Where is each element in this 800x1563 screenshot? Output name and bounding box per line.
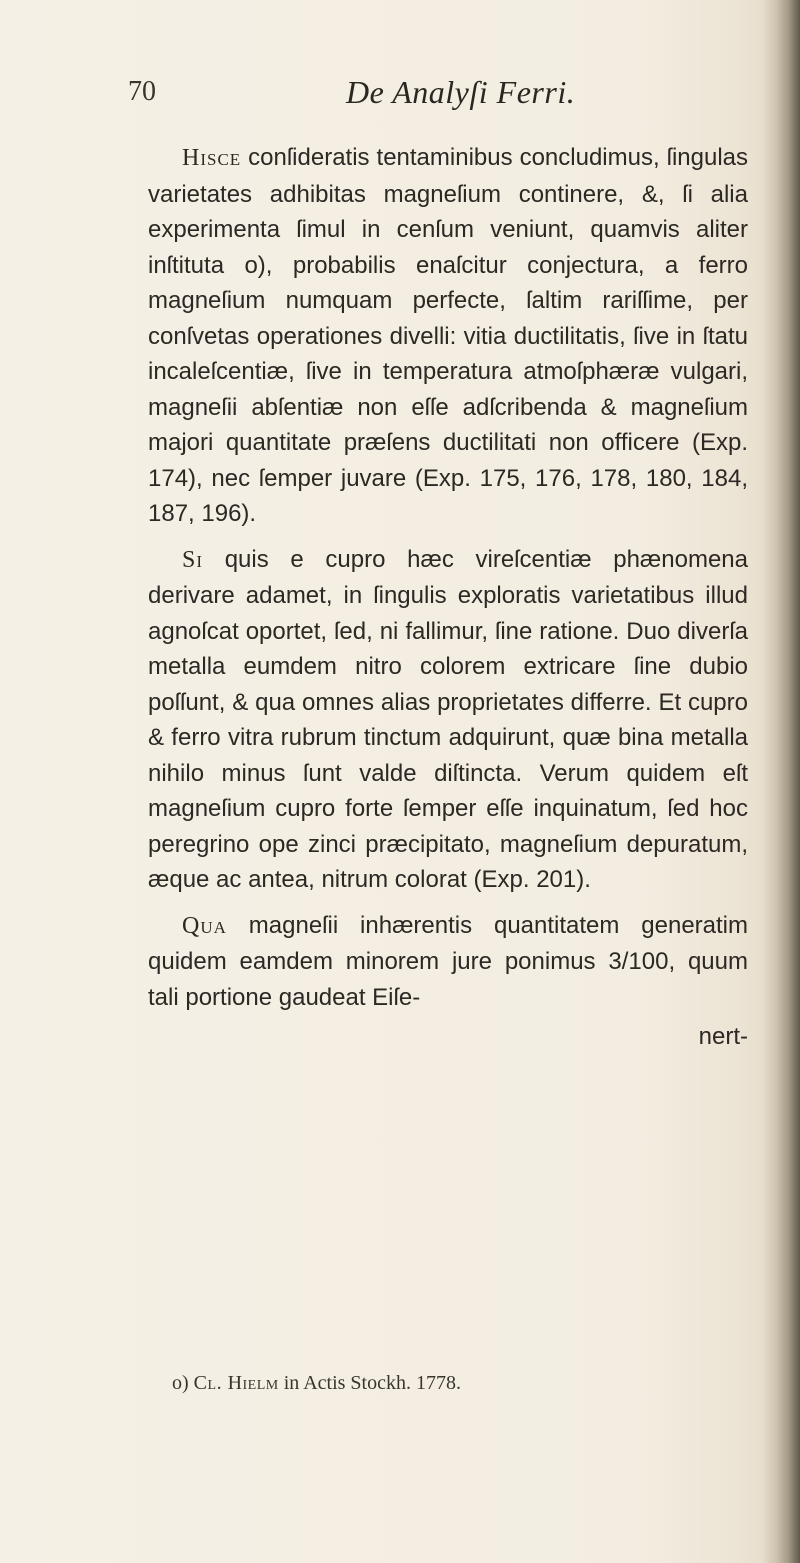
footnote xyxy=(172,1372,461,1395)
footnote-author: Cl. Hielm xyxy=(193,1372,279,1394)
paragraph-3 xyxy=(148,908,748,1016)
paragraph-3-text: magneſii inhærentis quantitatem generatim quidem eamdem minorem jure ponimus 3/100, quum tali portione gaudeat Eiſe- xyxy=(148,911,748,1011)
paragraph-1-lead: Hisce xyxy=(182,145,242,171)
paragraph-2-lead: Si xyxy=(182,546,204,573)
paragraph-2-text: quis e cupro hæc vireſcentiæ phænomena derivare adamet, in ſingulis exploratis varietatibus illud agnoſcat oportet, ſed, ni fallimur, ſine ratione. Duo diverſa metalla eumdem nitro colorem extricare ſine dubio poſſunt, & qua omnes alias proprietates differre. Et cupro & ferro vitra rubrum tinctum adquirunt, quæ bina metalla nihilo minus ſunt valde diſtincta. Verum quidem eſt magneſium cupro forte ſemper eſſe inquinatum, ſed hoc peregrino ope zinci præcipitato, magneſium depuratum, æque ac antea, nitrum colorat (Exp. 201). xyxy=(148,545,748,893)
footnote-citation: in Actis Stockh. 1778. xyxy=(283,1372,461,1394)
page-gutter-shadow xyxy=(762,0,800,1563)
paragraph-3-lead: Qua xyxy=(182,912,227,939)
running-title: De Analyſi Ferri. xyxy=(346,74,576,110)
body-text xyxy=(148,140,748,1055)
paragraph-1 xyxy=(148,140,748,532)
catchword: nert- xyxy=(698,1023,748,1050)
paragraph-2 xyxy=(148,542,748,898)
page-header xyxy=(128,76,748,126)
paragraph-1-text: conſideratis tentaminibus concludimus, ſingulas varietates adhibitas magneſium continere, &, ſi alia experimenta ſimul in cenſum veniunt, quamvis aliter inſtituta o), probabilis enaſcitur conjectura, a ferro magneſium numquam perfecte, ſaltim rariſſime, per conſvetas operationes divelli: vitia ductilitatis, ſive in ſtatu incaleſcentiæ, ſive in temperatura atmoſphæræ vulgari, magneſii abſentiæ non eſſe adſcribenda & magneſium majori quantitate præſens ductilitati non officere (Exp. 174), nec ſemper juvare (Exp. 175, 176, 178, 180, 184, 187, 196). xyxy=(148,144,748,527)
page-number: 70 xyxy=(128,76,156,107)
footnote-marker: o) xyxy=(172,1372,189,1394)
